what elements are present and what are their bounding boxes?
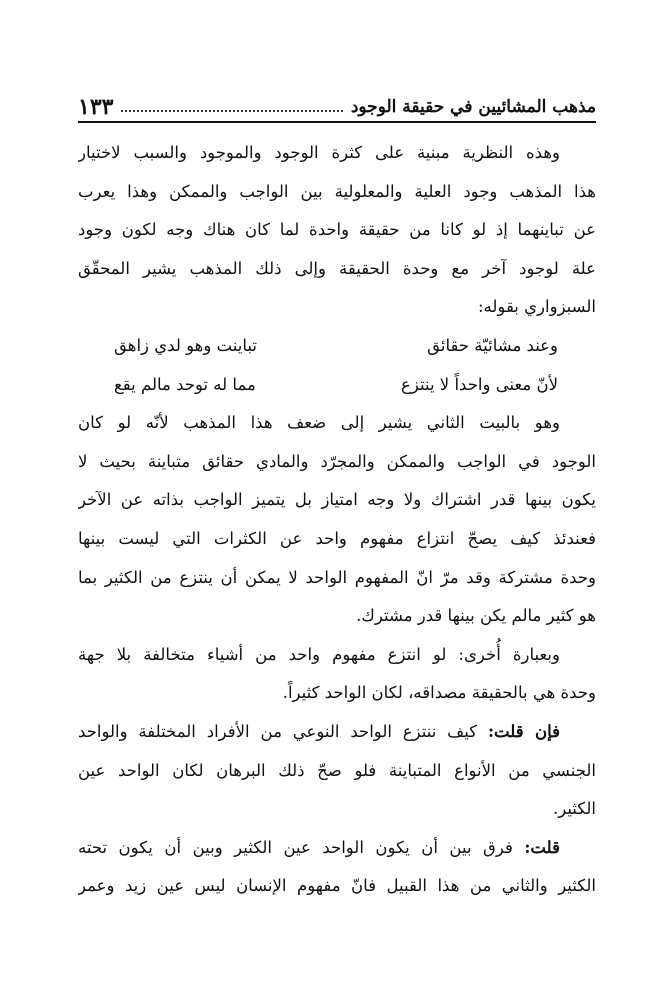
text-line: الوجود في الواجب والممكن والمجرّد والمادي حقائق متباينة بحيث لا (78, 451, 596, 471)
text-line: فعندئذ كيف يصحّ انتزاع مفهوم واحد عن الكثرات التي ليست بينها (78, 528, 596, 548)
text-run: فرق بين أن يكون الواحد عين الكثير وبين أن يكون تحته (78, 837, 525, 857)
lead-phrase: فإن قلت: (487, 721, 560, 741)
text-line: هو كثير مالم يكن بينها قدر مشترك. (356, 606, 596, 626)
text-line: وحدة مشتركة وقد مرّ انّ المفهوم الواحد لا يمكن أن ينتزع من الكثير بما (78, 567, 596, 587)
text-line: الجنسي من الأنواع المتباينة فلو صحّ ذلك البرهان لكان الواحد عين (78, 760, 596, 780)
text-line (78, 713, 596, 752)
text-line: علة لوجود آخر مع وحدة الحقيقة وإلى ذلك المذهب يشير المحقّق (78, 258, 596, 278)
verse-line (78, 327, 596, 366)
text-line: وبعبارة أُخرى: لو انتزع مفهوم واحد من أشياء متخالفة بلا جهة (78, 644, 560, 664)
verse-second-hemistich: مما له توحد مالم يقع (114, 374, 256, 394)
text-line: وحدة هي بالحقيقة مصداقه، لكان الواحد كثيراً. (282, 683, 596, 703)
text-line: عن تباينهما إذ لو كانا من حقيقة واحدة لما كان هناك وجه لكون وجود (78, 220, 596, 240)
verse-first-hemistich: وعند مشائيّة حقائق (427, 335, 558, 355)
text-line: الكثير والثاني من هذا القبيل فانّ مفهوم الإنسان ليس عين زيد وعمر (78, 876, 596, 896)
page-number: ١٣٣ (78, 94, 114, 120)
text-line (78, 829, 596, 868)
header-rule (78, 121, 596, 123)
text-line: هذا المذهب وجود العلية والمعلولية بين الواجب والممكن وهذا يعرب (78, 181, 596, 201)
running-title: مذهب المشائيين في حقيقة الوجود (350, 97, 596, 117)
verse-second-hemistich: تباينت وهو لدي زاهق (114, 335, 257, 355)
lead-phrase: قلت: (524, 837, 560, 857)
text-run: كيف ننتزع الواحد النوعي من الأفراد المختلفة والواحد (78, 721, 488, 741)
verse-first-hemistich: لأنّ معنى واحداً لا ينتزع (401, 374, 558, 394)
verse-line (78, 366, 596, 405)
text-line: الكثير. (552, 799, 596, 819)
text-line: يكون بينها قدر اشتراك ولا وجه امتياز بل يتميز الواجب بذاته عن الآخر (78, 490, 596, 510)
text-line: السبزواري بقوله: (478, 297, 596, 317)
body-text (78, 134, 596, 906)
running-header (78, 84, 596, 118)
text-line: وهذه النظرية مبنية على كثرة الوجود والموجود والسبب لاختيار (78, 143, 560, 162)
leader-dots (121, 109, 342, 112)
text-line: وهو بالبيت الثاني يشير إلى ضعف هذا المذهب لأنّه لو كان (78, 413, 560, 433)
